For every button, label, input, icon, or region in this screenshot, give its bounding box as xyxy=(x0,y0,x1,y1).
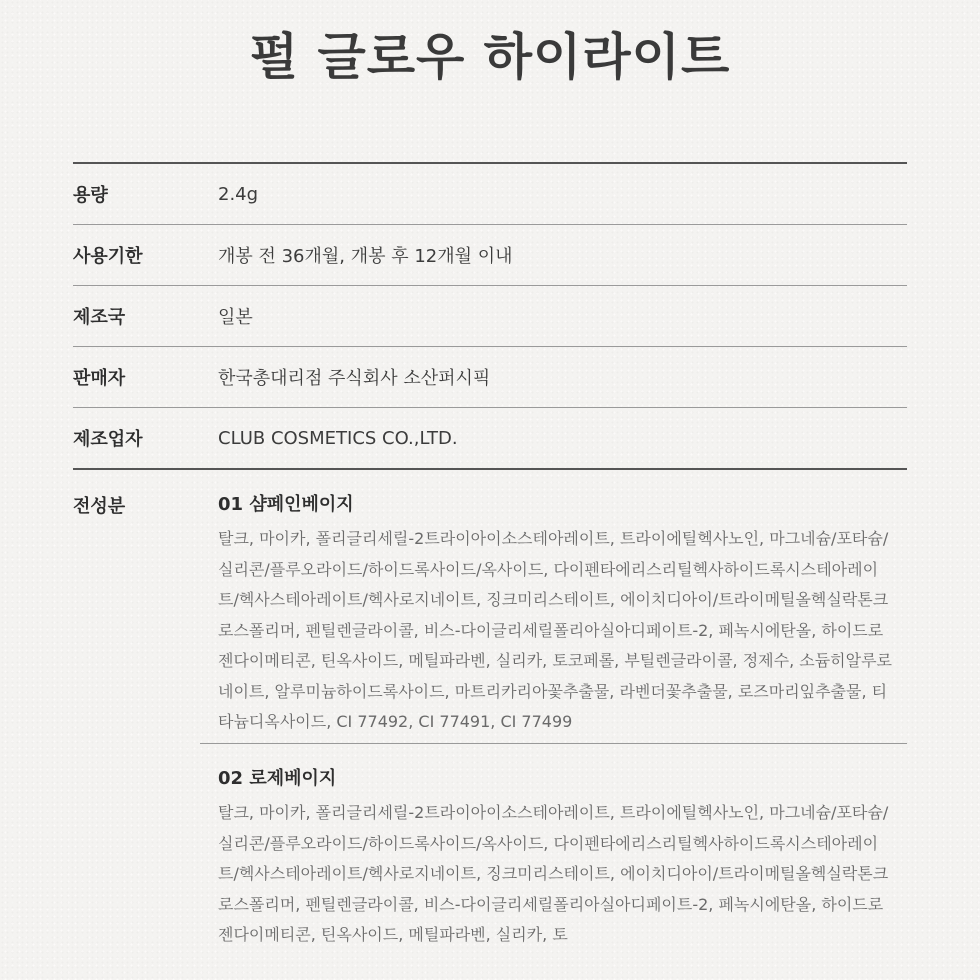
spec-row-country xyxy=(73,286,907,347)
ingredient-item-body: 탈크, 마이카, 폴리글리세릴-2트라이아이소스테아레이트, 트라이에틸헥사노인, 마그네슘/포타슘/실리콘/플루오라이드/하이드록사이드/옥사이드, 다이펜타에리스리틸헥사하이드록시스테아레이트/헥사스테아레이트/헥사로지네이트, 징크미리스테이트, 에이치디아이/트라이메틸올헥실락톤크로스폴리머, 펜틸렌글라이콜, 비스-다이글리세릴폴리아실아디페이트-2, 페녹시에탄올, 하이드로젠다이메티콘, 틴옥사이드, 메틸파라벤, 실리카, 토 xyxy=(218,803,889,944)
ingredient-item xyxy=(200,744,907,967)
spec-value: 일본 xyxy=(218,307,253,328)
ingredient-item xyxy=(200,470,907,744)
ingredients-list xyxy=(200,470,907,967)
spec-label: 제조국 xyxy=(73,307,126,328)
spec-row-expiry xyxy=(73,225,907,286)
spec-value: 한국총대리점 주식회사 소산퍼시픽 xyxy=(218,368,491,389)
spec-label: 사용기한 xyxy=(73,246,143,267)
spec-row-volume xyxy=(73,164,907,225)
ingredient-item-title: 02 로제베이지 xyxy=(218,768,337,789)
spec-row-manufacturer xyxy=(73,408,907,470)
spec-value: 개봉 전 36개월, 개봉 후 12개월 이내 xyxy=(218,246,513,267)
spec-value: CLUB COSMETICS CO.,LTD. xyxy=(218,427,458,449)
ingredient-item-body: 탈크, 마이카, 폴리글리세릴-2트라이아이소스테아레이트, 트라이에틸헥사노인, 마그네슘/포타슘/실리콘/플루오라이드/하이드록사이드/옥사이드, 다이펜타에리스리틸헥사하이드록시스테아레이트/헥사스테아레이트/헥사로지네이트, 징크미리스테이트, 에이치디아이/트라이메틸올헥실락톤크로스폴리머, 펜틸렌글라이콜, 비스-다이글리세릴폴리아실아디페이트-2, 페녹시에탄올, 하이드로젠다이메티콘, 틴옥사이드, 메틸파라벤, 실리카, 토코페롤, 부틸렌글라이콜, 정제수, 소듐히알루로네이트, 알루미늄하이드록사이드, 마트리카리아꽃추출물, 라벤더꽃추출물, 로즈마리잎추출물, 티타늄디옥사이드, CI 77492, CI 77491, CI 77499 xyxy=(218,529,892,731)
ingredients-label: 전성분 xyxy=(73,496,126,517)
spec-value: 2.4g xyxy=(218,183,259,205)
spec-label: 판매자 xyxy=(73,368,126,389)
ingredient-item-title: 01 샴페인베이지 xyxy=(218,494,354,515)
spec-table xyxy=(73,162,907,470)
spec-row-seller xyxy=(73,347,907,408)
page-title: 펄 글로우 하이라이트 xyxy=(249,28,731,86)
spec-label: 용량 xyxy=(73,185,108,206)
spec-label: 제조업자 xyxy=(73,429,143,450)
